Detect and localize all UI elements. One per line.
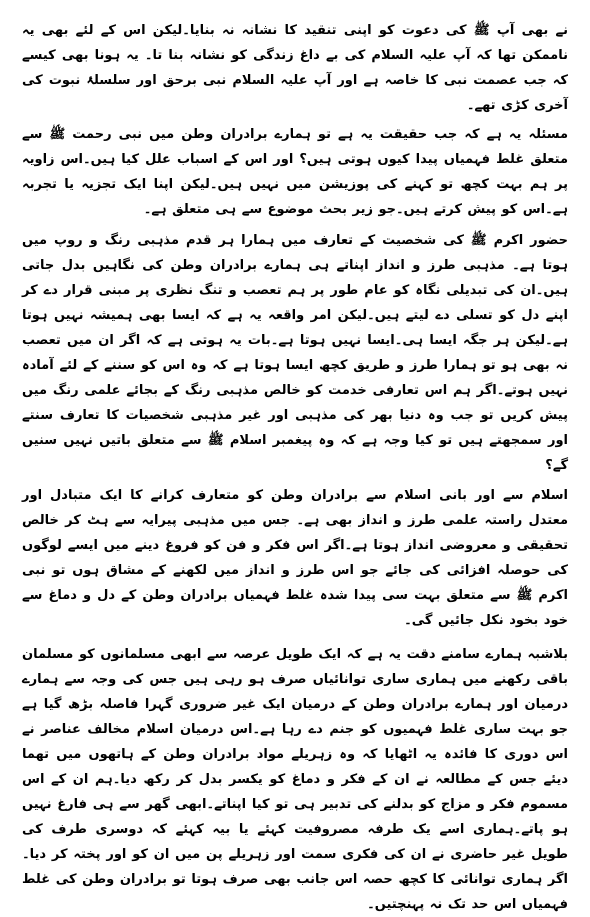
paragraph-4: اسلام سے اور بانی اسلام سے برادران وطن کو متعارف کرانے کا ایک متبادل اور معتدل راستہ علمی طرز و انداز بھی ہے۔ جس میں مذہبی پیرایہ سے ہٹ کر خالص تحقیقی و معروضی انداز ہوتا ہے۔اگر اس فکر و فن کو فروغ دینے میں ایسے لوگوں کی حوصلہ افزائی کی جائے جو اس طرز و انداز میں لکھنے کے مشاق ہوں تو نبی اکرم ﷺ سے متعلق بہت سی پیدا شدہ غلط فہمیاں برادران وطن کے دل و دماغ سے خود بخود نکل جائیں گی۔	[22, 488, 568, 628]
paragraph-1: نے بھی آپ ﷺ کی دعوت کو اپنی تنقید کا نشانہ نہ بنایا۔لیکن اس کے لئے بھی یہ ناممکن تھا کہ آپ علیہ السلام کی بے داغ زندگی کو نشانہ بنا تا۔ یہ ہونا بھی کیسے کہ جب عصمت نبی کا خاصہ ہے اور آپ علیہ السلام نبی برحق اور سلسلۂ نبوت کی آخری کڑی تھے۔	[22, 23, 568, 113]
paragraph-5: بلاشبہ ہمارے سامنے دقت یہ ہے کہ ایک طویل عرصہ سے ابھی مسلمانوں کو مسلمان باقی رکھنے میں ہماری ساری توانائیاں صرف ہو رہی ہیں جس کی وجہ سے ہمارے درمیان اور ہمارے برادران وطن کے درمیان ایک غیر ضروری گہرا فاصلہ بڑھ گیا ہے جو بہت ساری غلط فہمیوں کو جنم دے رہا ہے۔اس درمیان اسلام مخالف عناصر نے اس دوری کا فائدہ یہ اٹھایا کہ وہ زہریلے مواد برادران وطن کے ہاتھوں میں تھما دیئے جس کے مطالعہ نے ان کے فکر و دماغ کو یکسر بدل کر رکھ دیا۔ہم ان کے اس مسموم فکر و مزاج کو بدلنے کی تدبیر ہی تو کیا اپناتے۔ابھی گھر سے ہی فارغ نہیں ہو پاتے۔ہماری اسے یک طرفہ مصروفیت کہئے یا بیہ کہئے کہ دوسری طرف کی طویل غیر حاضری نے ان کی فکری سمت اور زہریلے پن میں ان کو اور پختہ کر دیا۔اگر ہماری توانائی کا کچھ حصہ اس جانب بھی صرف ہوتا تو برادران وطن کی غلط فہمیاں اس حد تک نہ پہنچتیں۔	[22, 647, 568, 912]
paragraph-2: مسئلہ یہ ہے کہ جب حقیقت یہ ہے تو ہمارے برادران وطن میں نبی رحمت ﷺ سے متعلق غلط فہمیاں پیدا کیوں ہوتی ہیں؟ اور اس کے اسباب علل کیا ہیں۔اس زاویہ پر ہم بہت کچھ تو کہنے کی پوزیشن میں نہیں ہیں۔لیکن اپنا ایک تجزیہ یا تجربہ ہے۔اس کو پیش کرتے ہیں۔جو زیر بحث موضوع سے ہی متعلق ہے۔	[22, 127, 568, 217]
paragraph-3: حضور اکرم ﷺ کی شخصیت کے تعارف میں ہمارا ہر قدم مذہبی رنگ و روپ میں ہوتا ہے۔ مذہبی طرز و انداز اپناتے ہی ہمارے برادران وطن کی نگاہیں بدل جاتی ہیں۔ان کی تبدیلی نگاہ کو عام طور پر ہم تعصب و تنگ نظری پر مبنی قرار دے کر اپنے دل کو تسلی دے لیتے ہیں۔لیکن امر واقعہ یہ ہے کہ ایسا بھی ہمیشہ نہیں ہوتا ہے۔لیکن ہر جگہ ایسا ہی۔ایسا نہیں ہوتا ہے۔بات یہ ہوتی ہے کہ اگر ان میں تعصب نہ بھی ہو تو ہمارا طرز و طریق کچھ ایسا ہوتا ہے کہ وہ اس کو سننے کے لئے آمادہ نہیں ہوتے۔اگر ہم اس تعارفی خدمت کو خالص مذہبی رنگ کے بجائے علمی رنگ میں پیش کریں تو جب وہ دنیا بھر کی مذہبی اور غیر مذہبی شخصیات کا تعارف سنتے اور سمجھتے ہیں تو کیا وجہ ہے کہ وہ پیغمبر اسلام ﷺ سے متعلق باتیں نہیں سنیں گے؟	[22, 233, 568, 473]
